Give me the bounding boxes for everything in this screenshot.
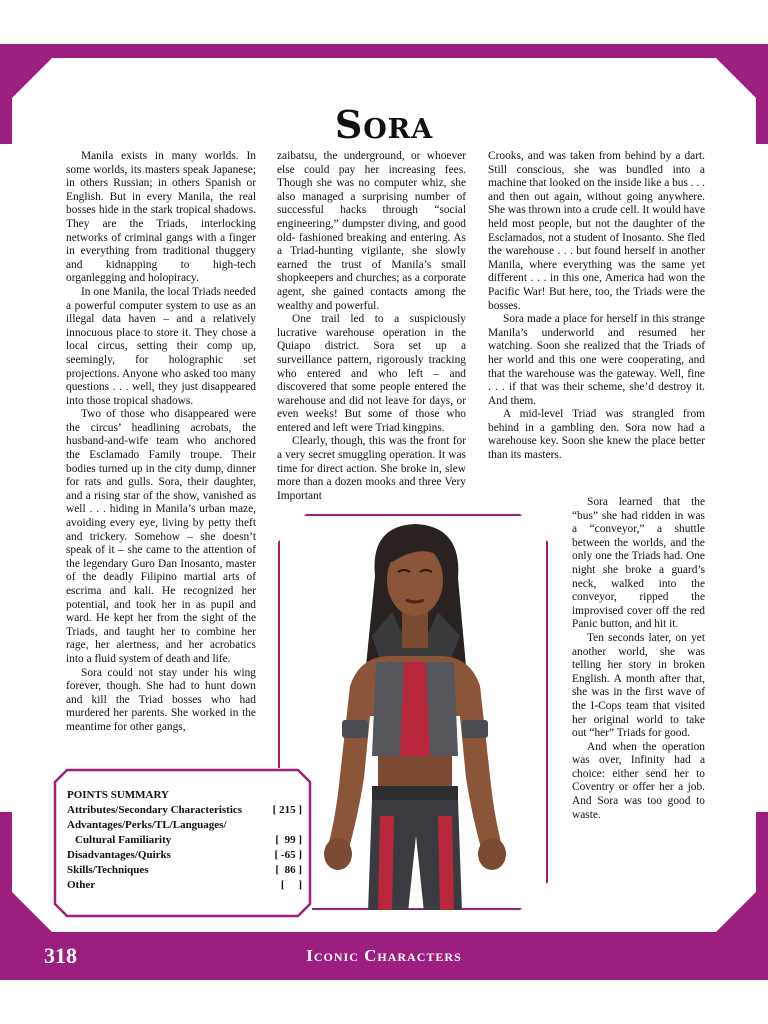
paragraph: Sora learned that the “bus” she had ridden in was a “conveyor,” a shuttle between the worlds, and the only one the Triads had. One night she broke a guard’s neck, walked into the conveyor, ripped the improvised cover off the red Panic button, and hit it. <box>572 496 705 631</box>
paragraph: Manila exists in many worlds. In some worlds, its masters speak Japanese; in others Russian; in others Spanish or English. But in every Manila, the real bosses hide in the stark tropical shadows. They are the Triads, interlocking networks of criminal gangs with a finger in everything from traditional thuggery and kidnapping to high-tech organlegging and holopiracy. <box>66 150 256 285</box>
points-summary-box <box>53 768 312 918</box>
summary-row <box>67 863 302 878</box>
summary-value: [ ] <box>280 879 302 891</box>
summary-row <box>67 833 302 848</box>
paragraph: zaibatsu, the underground, or whoever else could pay her increasing fees. Though she was no computer whiz, she also managed a surprising number of successful hacks through “social engineering,” dumpster diving, and good old- fashioned breaking and entering. As a Triad-hunting vigilante, she slowly earned the trust of Manila’s small shopkeepers and churches; as a corporate agent, she gained contacts among the wealthy and powerful. <box>277 150 466 312</box>
paragraph: A mid-level Triad was strangled from behind in a gambling den. Sora now had a warehouse key. Soon she knew the place better than its masters. <box>488 408 705 462</box>
summary-value: [ 99 ] <box>275 834 302 846</box>
paragraph: And when the operation was over, Infinity had a choice: either send her to Coventry or offer her a job. And Sora was too good to waste. <box>572 740 705 821</box>
summary-row <box>67 803 302 818</box>
page-number: 318 <box>44 943 77 968</box>
summary-row <box>67 818 302 833</box>
points-summary-title: POINTS SUMMARY <box>67 789 169 801</box>
summary-label: Skills/Techniques <box>67 864 149 876</box>
paragraph: Ten seconds later, on yet another world, she was telling her story in broken English. A month after that, she was in the first wave of the I-Cops team that visited her original world to take out “her” Triads for good. <box>572 631 705 740</box>
paragraph: Crooks, and was taken from behind by a dart. Still conscious, she was bundled into a machine that looked on the inside like a bus . . . and then out again, without going anywhere. She was thrown into a crude cell. It would have held most people, but not the daughter of the Esclamados, not a student of Inosanto. She fled the warehouse . . . but found herself in another Manila, where everything was the same yet different . . . in this one, America had won the Pacific War! But here, too, the Triads were the bosses. <box>488 150 706 312</box>
summary-row <box>67 878 302 893</box>
paragraph: One trail led to a suspiciously lucrative warehouse operation in the Quiapo district. Sora set up a surveillance pattern, rigorously tracking who entered and who left – and discovered that some people entered the warehouse and did not leave for days, or even weeks! But some of those who entered and left were Triad kingpins. <box>277 313 466 434</box>
summary-label: Attributes/Secondary Characteristics <box>67 804 243 816</box>
summary-label: Cultural Familiarity <box>75 834 172 846</box>
paragraph: Clearly, though, this was the front for a very secret smuggling operation. It was time for direct action. She broke in, slew more than a dozen mooks and three Very Important <box>277 435 466 502</box>
text-column-1 <box>66 150 256 735</box>
running-footer-title: Iconic Characters <box>306 946 462 965</box>
summary-value: [ 86 ] <box>275 864 302 876</box>
summary-value: [ 215 ] <box>272 804 302 816</box>
text-column-3 <box>488 150 705 463</box>
page-title: Sora <box>334 102 434 147</box>
summary-value: [ -65 ] <box>274 849 302 861</box>
summary-label: Advantages/Perks/TL/Languages/ <box>67 819 227 831</box>
text-column-2 <box>277 150 466 503</box>
paragraph: Sora could not stay under his wing forever, though. She had to hunt down and kill the Triad bosses who had murdered her parents. She worked in the meantime for other gangs, <box>66 666 256 733</box>
summary-label: Other <box>67 879 96 891</box>
paragraph: Two of those who disappeared were the circus’ headlining acrobats, the husband-and-wife team who anchored the Esclamado Family troupe. Their bodies turned up in the city dump, dinner for rats and gulls. Sora, their daughter, and a rising star of the show, vanished as well . . . hiding in Manila’s urban maze, avoiding every eye, living by petty theft and trickery. Somehow – she doesn’t speak of it – she came to the attention of the legendary Guro Dan Inosanto, master of the deadly Filipino martial arts of escrima and kali. He recognized her potential, and took her in as pupil and ward. He kept her from the sight of the Triads, and taught her to combine her rage, her alertness, and her acrobatics into a fluid system of death and life. <box>66 408 256 665</box>
paragraph: In one Manila, the local Triads needed a powerful computer system to use as an illegal data haven – and a relatively innocuous place to store it. They chose a local circus, setting their comp up, seemingly, for holographic set projections. Anyone who asked too many questions . . . well, they just disappeared into those tropical shadows. <box>66 285 256 407</box>
woman-warrior-illustration-icon <box>280 516 550 912</box>
paragraph: Sora made a place for herself in this strange Manila’s underworld and resumed her watching. Soon she realized that the Triads of her world and this one were cooperating, and that the warehouse was the gateway. Well, fine . . . if that was their scheme, she’d destroy it. And them. <box>488 313 705 407</box>
text-column-3-continued <box>572 496 705 822</box>
summary-label: Disadvantages/Quirks <box>67 849 171 861</box>
character-portrait <box>278 514 548 910</box>
summary-row <box>67 848 302 863</box>
